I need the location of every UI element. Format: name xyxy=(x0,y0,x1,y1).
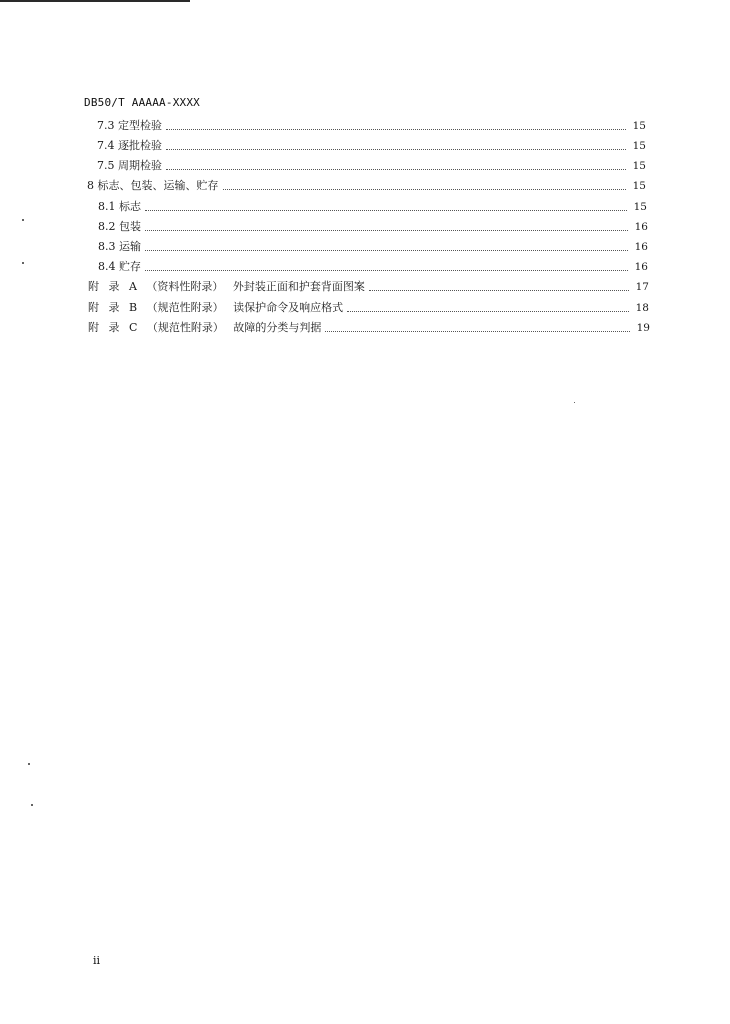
toc-dot-leader xyxy=(369,289,629,291)
toc-page-number: 15 xyxy=(632,180,646,192)
toc-entry-8-2[interactable] xyxy=(98,218,648,234)
toc-dot-leader xyxy=(145,269,628,271)
toc-entry-appendix-a[interactable] xyxy=(88,278,649,294)
toc-entry-appendix-b[interactable] xyxy=(88,299,649,315)
toc-page-number: 16 xyxy=(634,241,648,253)
scan-speck xyxy=(574,402,575,403)
toc-dot-leader xyxy=(145,249,628,251)
toc-entry-appendix-c[interactable] xyxy=(88,319,650,335)
toc-dot-leader xyxy=(145,229,628,231)
toc-entry-label: 附 录 C （规范性附录） 故障的分类与判据 xyxy=(88,321,322,334)
toc-entry-label: 7.4 逐批检验 xyxy=(97,139,162,152)
toc-page-number: 18 xyxy=(635,302,649,314)
toc-dot-leader xyxy=(325,330,630,332)
toc-dot-leader xyxy=(347,310,629,312)
toc-entry-8-1[interactable] xyxy=(98,198,647,214)
toc-dot-leader xyxy=(166,148,626,150)
toc-page-number: 16 xyxy=(634,221,648,233)
scan-speck xyxy=(31,804,33,806)
toc-entry-label: 7.3 定型检验 xyxy=(97,119,162,132)
toc-page-number: 15 xyxy=(632,140,646,152)
toc-entry-label: 8.2 包装 xyxy=(98,220,141,233)
toc-dot-leader xyxy=(166,128,626,130)
toc-page-number: 19 xyxy=(636,322,650,334)
toc-entry-7-5[interactable] xyxy=(97,157,646,173)
toc-dot-leader xyxy=(166,168,626,170)
scan-speck xyxy=(22,262,24,264)
toc-dot-leader xyxy=(145,209,627,211)
toc-entry-label: 7.5 周期检验 xyxy=(97,159,162,172)
toc-page-number: 16 xyxy=(634,261,648,273)
toc-entry-7-4[interactable] xyxy=(97,137,646,153)
toc-entry-label: 8.4 贮存 xyxy=(98,260,141,273)
toc-entry-label: 8.1 标志 xyxy=(98,200,141,213)
page-number: ii xyxy=(93,954,101,967)
toc-page-number: 15 xyxy=(633,201,647,213)
document-code: DB50/T AAAAA-XXXX xyxy=(84,96,200,109)
toc-page-number: 15 xyxy=(632,120,646,132)
toc-entry-label: 8.3 运输 xyxy=(98,240,141,253)
toc-entry-label: 8 标志、包装、运输、贮存 xyxy=(87,179,219,192)
toc-entry-8-4[interactable] xyxy=(98,258,648,274)
toc-entry-label: 附 录 B （规范性附录） 读保护命令及响应格式 xyxy=(88,301,344,314)
toc-dot-leader xyxy=(223,188,627,190)
scan-edge-line xyxy=(0,0,190,2)
scan-speck xyxy=(28,763,30,765)
toc-entry-8[interactable] xyxy=(87,177,646,193)
scan-speck xyxy=(22,219,24,221)
toc-entry-7-3[interactable] xyxy=(97,117,646,133)
toc-page-number: 15 xyxy=(632,160,646,172)
toc-entry-8-3[interactable] xyxy=(98,238,648,254)
toc-entry-label: 附 录 A （资料性附录） 外封装正面和护套背面图案 xyxy=(88,280,365,293)
toc-page-number: 17 xyxy=(635,281,649,293)
